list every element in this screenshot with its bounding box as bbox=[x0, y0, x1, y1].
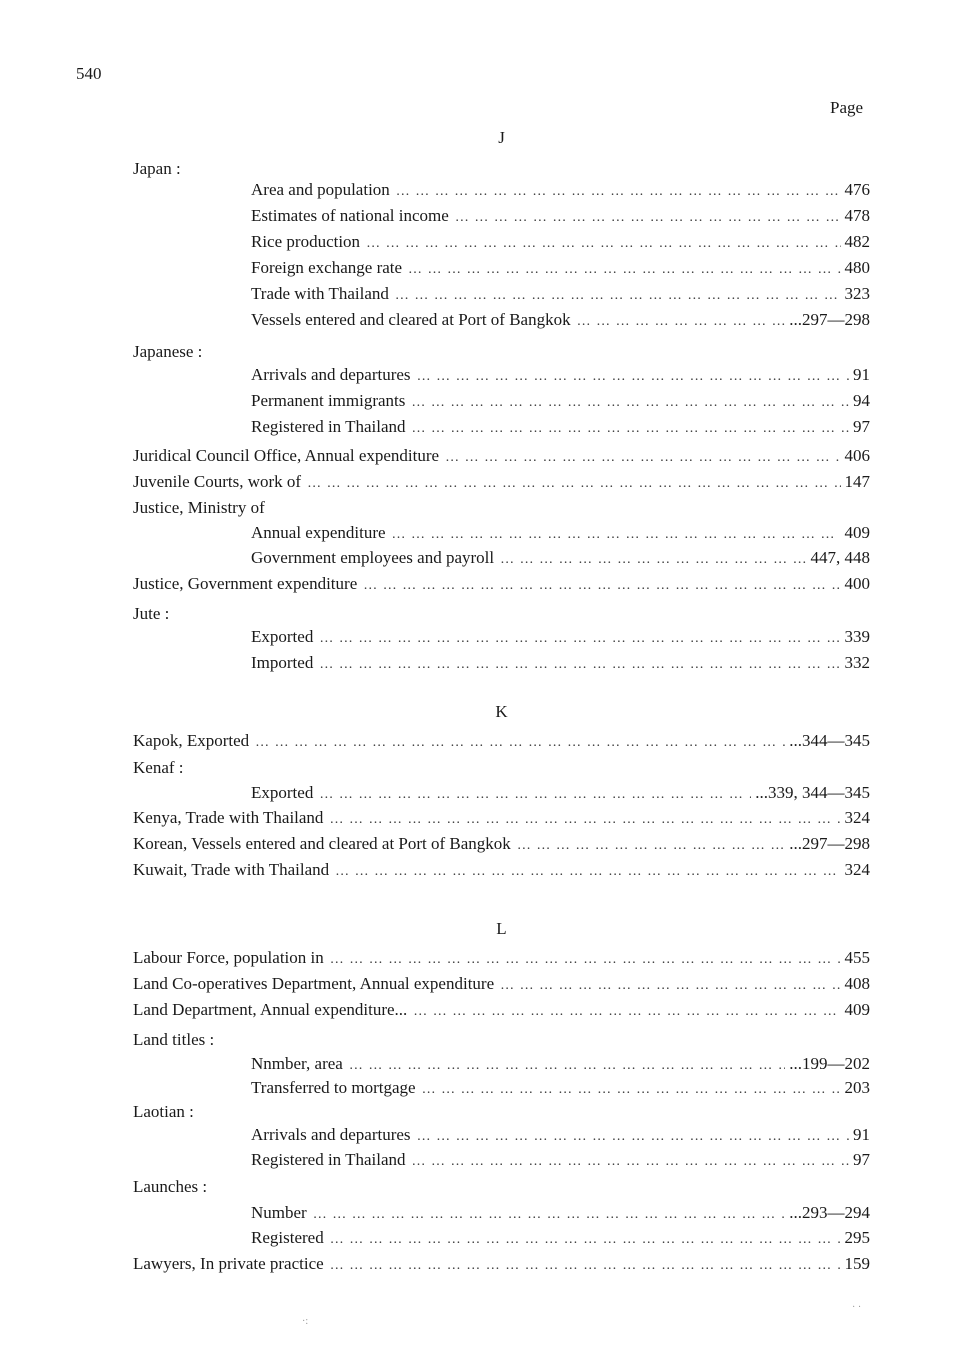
section-letter-l: L bbox=[496, 919, 507, 938]
entry-label: Registered in Thailand bbox=[251, 417, 406, 436]
entry-label: Exported bbox=[251, 783, 314, 802]
index-entry bbox=[251, 283, 870, 305]
entry-label: Korean, Vessels entered and cleared at Port of Bangkok bbox=[133, 834, 511, 853]
entry-label: Arrivals and departures bbox=[251, 1125, 411, 1144]
index-entry bbox=[251, 652, 870, 674]
leader-dots bbox=[500, 975, 840, 997]
entry-label: Annual expenditure bbox=[251, 523, 386, 542]
entry-label: Kuwait, Trade with Thailand bbox=[133, 860, 330, 879]
leader-dots bbox=[335, 861, 840, 883]
entry-heading-kenaf: Kenaf : bbox=[133, 758, 184, 777]
index-entry bbox=[251, 1077, 870, 1099]
index-entry bbox=[251, 416, 870, 438]
entry-page: 409 bbox=[844, 1000, 870, 1019]
index-entry bbox=[251, 1124, 870, 1146]
index-entry bbox=[251, 547, 870, 569]
entry-page: 455 bbox=[844, 948, 870, 967]
entry-page: 447, 448 bbox=[810, 548, 870, 567]
page-number: 540 bbox=[76, 64, 102, 83]
entry-label: Estimates of national income bbox=[251, 206, 449, 225]
entry-page: 482 bbox=[844, 232, 870, 251]
index-entry bbox=[133, 730, 870, 752]
leader-dots bbox=[307, 473, 840, 495]
leader-dots bbox=[329, 809, 840, 831]
leader-dots bbox=[366, 233, 840, 255]
entry-heading-land-titles: Land titles : bbox=[133, 1030, 215, 1049]
entry-heading-laotian: Laotian : bbox=[133, 1102, 194, 1121]
entry-page: ...344—345 bbox=[789, 731, 870, 750]
entry-label: Imported bbox=[251, 653, 314, 672]
entry-page: 409 bbox=[844, 523, 870, 542]
index-entry bbox=[133, 807, 870, 829]
entry-page: ...293—294 bbox=[789, 1203, 870, 1222]
leader-dots bbox=[330, 1229, 841, 1251]
entry-page: 159 bbox=[844, 1254, 870, 1273]
leader-dots bbox=[413, 1001, 840, 1023]
entry-label: Registered in Thailand bbox=[251, 1150, 406, 1169]
entry-heading-justice-ministry: Justice, Ministry of bbox=[133, 498, 265, 517]
index-entry bbox=[133, 1253, 870, 1275]
index-entry bbox=[251, 1149, 870, 1171]
leader-dots bbox=[363, 575, 840, 597]
entry-page: 94 bbox=[853, 391, 870, 410]
section-letter-k: K bbox=[495, 702, 508, 721]
leader-dots bbox=[445, 447, 840, 469]
leader-dots bbox=[395, 285, 841, 307]
entry-page: 147 bbox=[844, 472, 870, 491]
leader-dots bbox=[408, 259, 840, 281]
entry-label: Government employees and payroll bbox=[251, 548, 495, 567]
entry-label: Arrivals and departures bbox=[251, 365, 411, 384]
leader-dots bbox=[500, 549, 806, 571]
entry-label: Labour Force, population in bbox=[133, 948, 324, 967]
entry-label: Number bbox=[251, 1203, 307, 1222]
entry-label: Land Department, Annual expenditure... bbox=[133, 1000, 408, 1019]
entry-page: 480 bbox=[844, 258, 870, 277]
leader-dots bbox=[319, 784, 751, 806]
entry-page: 91 bbox=[853, 1125, 870, 1144]
entry-page: 324 bbox=[844, 860, 870, 879]
entry-page: 97 bbox=[853, 1150, 870, 1169]
entry-label: Kapok, Exported bbox=[133, 731, 250, 750]
entry-page: 400 bbox=[844, 574, 870, 593]
entry-label: Area and population bbox=[251, 180, 390, 199]
index-entry bbox=[251, 1202, 870, 1224]
index-entry bbox=[251, 1227, 870, 1249]
leader-dots bbox=[412, 1151, 849, 1173]
entry-page: ...339, 344—345 bbox=[755, 783, 870, 802]
entry-page: 339 bbox=[844, 627, 870, 646]
entry-page: 332 bbox=[844, 653, 870, 672]
leader-dots bbox=[577, 311, 786, 333]
entry-heading-japan: Japan : bbox=[133, 159, 181, 178]
leader-dots bbox=[392, 524, 841, 546]
leader-dots bbox=[319, 654, 840, 676]
leader-dots bbox=[412, 418, 849, 440]
index-entry bbox=[251, 205, 870, 227]
entry-label: Exported bbox=[251, 627, 314, 646]
entry-page: 97 bbox=[853, 417, 870, 436]
index-entry bbox=[251, 309, 870, 331]
index-entry bbox=[251, 782, 870, 804]
entry-label: Registered bbox=[251, 1228, 324, 1247]
entry-heading-jute: Jute : bbox=[133, 604, 170, 623]
entry-label: Juridical Council Office, Annual expenditure bbox=[133, 446, 440, 465]
index-entry bbox=[133, 947, 870, 969]
index-entry bbox=[133, 859, 870, 881]
entry-label: Trade with Thailand bbox=[251, 284, 389, 303]
entry-page: 476 bbox=[844, 180, 870, 199]
entry-page: ...297—298 bbox=[789, 834, 870, 853]
index-entry bbox=[133, 973, 870, 995]
entry-label: Juvenile Courts, work of bbox=[133, 472, 302, 491]
entry-label: Foreign exchange rate bbox=[251, 258, 403, 277]
entry-label: Nnmber, area bbox=[251, 1054, 343, 1073]
leader-dots bbox=[255, 732, 785, 754]
leader-dots bbox=[417, 1126, 849, 1148]
entry-page: 324 bbox=[844, 808, 870, 827]
entry-page: 478 bbox=[844, 206, 870, 225]
index-entry bbox=[251, 390, 870, 412]
index-entry bbox=[251, 364, 870, 386]
index-entry bbox=[251, 231, 870, 253]
index-entry bbox=[133, 445, 870, 467]
scan-speck: ·: bbox=[302, 1316, 309, 1327]
leader-dots bbox=[517, 835, 785, 857]
entry-label: Transferred to mortgage bbox=[251, 1078, 416, 1097]
index-entry bbox=[133, 833, 870, 855]
entry-label: Vessels entered and cleared at Port of Bangkok bbox=[251, 310, 571, 329]
index-entry bbox=[251, 179, 870, 201]
leader-dots bbox=[313, 1204, 786, 1226]
leader-dots bbox=[396, 181, 841, 203]
leader-dots bbox=[349, 1055, 785, 1077]
leader-dots bbox=[411, 392, 849, 414]
leader-dots bbox=[422, 1079, 841, 1101]
entry-heading-japanese: Japanese : bbox=[133, 342, 203, 361]
leader-dots bbox=[330, 1255, 841, 1277]
entry-page: ...297—298 bbox=[789, 310, 870, 329]
entry-label: Lawyers, In private practice bbox=[133, 1254, 324, 1273]
entry-label: Justice, Government expenditure bbox=[133, 574, 358, 593]
leader-dots bbox=[330, 949, 841, 971]
entry-page: 91 bbox=[853, 365, 870, 384]
leader-dots bbox=[455, 207, 841, 229]
index-entry bbox=[133, 573, 870, 595]
entry-page: 408 bbox=[844, 974, 870, 993]
entry-page: ...199—202 bbox=[789, 1054, 870, 1073]
index-entry bbox=[251, 1053, 870, 1075]
entry-label: Land Co-operatives Department, Annual expenditure bbox=[133, 974, 495, 993]
page-column-heading: Page bbox=[830, 98, 864, 117]
entry-page: 406 bbox=[844, 446, 870, 465]
entry-label: Kenya, Trade with Thailand bbox=[133, 808, 324, 827]
entry-label: Rice production bbox=[251, 232, 361, 251]
entry-page: 323 bbox=[844, 284, 870, 303]
leader-dots bbox=[319, 628, 840, 650]
index-entry bbox=[133, 999, 870, 1021]
index-entry bbox=[251, 522, 870, 544]
index-entry bbox=[251, 626, 870, 648]
index-entry bbox=[251, 257, 870, 279]
scan-speck: · · bbox=[852, 1302, 862, 1313]
leader-dots bbox=[417, 366, 849, 388]
entry-page: 295 bbox=[844, 1228, 870, 1247]
index-entry bbox=[133, 471, 870, 493]
entry-page: 203 bbox=[844, 1078, 870, 1097]
section-letter-j: J bbox=[498, 128, 505, 147]
entry-label: Permanent immigrants bbox=[251, 391, 406, 410]
entry-heading-launches: Launches : bbox=[133, 1177, 208, 1196]
